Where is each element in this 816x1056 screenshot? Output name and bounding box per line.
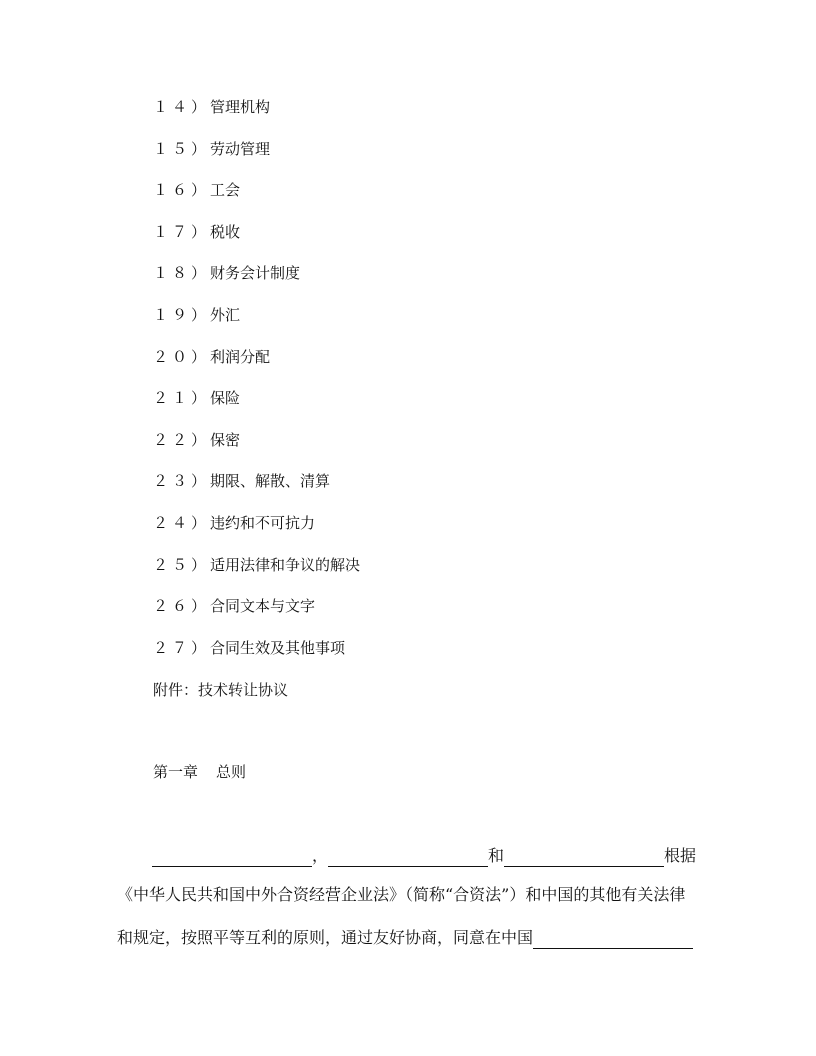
toc-item-number: １５） <box>153 139 211 158</box>
attachment-line: 附件：技术转让协议 <box>153 681 289 699</box>
toc-item <box>153 471 330 491</box>
toc-item <box>153 388 240 408</box>
toc-item-title: 工会 <box>210 181 241 200</box>
toc-item-title: 劳动管理 <box>210 139 271 158</box>
blank-party-2[interactable] <box>328 849 488 867</box>
toc-item-number: １６） <box>153 181 211 200</box>
toc-item-number: ２０） <box>153 347 211 366</box>
toc-item <box>153 596 315 616</box>
basis-word: 根据 <box>664 846 697 865</box>
toc-item-title: 合同文本与文字 <box>210 597 316 616</box>
and-word: 和 <box>488 846 505 865</box>
toc-item-number: ２３） <box>153 472 211 491</box>
toc-item-number: １４） <box>153 98 211 116</box>
chapter-heading <box>153 762 246 782</box>
toc-item-number: ２４） <box>153 514 211 532</box>
toc-item-number: ２５） <box>153 555 211 574</box>
toc-item-title: 违约和不可抗力 <box>210 514 316 532</box>
comma-separator: ， <box>312 846 329 865</box>
paragraph-line-2: 《中华人民共和国中外合资经营企业法》（简称“合资法”）和中国的其他有关法律 <box>117 885 686 904</box>
toc-item <box>153 513 315 533</box>
toc-item <box>153 305 240 325</box>
toc-item <box>153 638 345 658</box>
toc-item-number: ２６） <box>153 597 211 616</box>
toc-item-number: １９） <box>153 306 211 324</box>
toc-item-number: １７） <box>153 222 211 241</box>
paragraph-line-3-text: 和规定，按照平等互利的原则，通过友好协商，同意在中国 <box>117 928 534 947</box>
toc-item-title: 保密 <box>210 430 241 449</box>
toc-item-title: 期限、解散、清算 <box>210 472 331 491</box>
toc-item <box>153 347 270 367</box>
toc-item-title: 适用法律和争议的解决 <box>210 555 361 574</box>
toc-item-title: 管理机构 <box>210 98 271 116</box>
toc-item <box>153 430 240 450</box>
toc-item-title: 保险 <box>210 389 241 408</box>
toc-item-number: ２２） <box>153 430 211 449</box>
paragraph-line-1 <box>152 845 697 867</box>
toc-item-number: ２７） <box>153 638 211 657</box>
paragraph-line-3 <box>117 927 697 949</box>
toc-item-number: ２１） <box>153 389 211 408</box>
blank-party-3[interactable] <box>504 849 664 867</box>
toc-item <box>153 139 270 159</box>
toc-item <box>153 555 360 575</box>
chapter-title: 总则 <box>216 763 247 781</box>
toc-item-title: 外汇 <box>210 306 241 324</box>
toc-item <box>153 180 240 200</box>
toc-item-title: 财务会计制度 <box>210 264 301 283</box>
toc-item <box>153 97 270 117</box>
toc-item <box>153 222 240 242</box>
chapter-label: 第一章 <box>153 763 199 781</box>
toc-item-number: １８） <box>153 264 211 283</box>
blank-location[interactable] <box>533 931 693 949</box>
toc-item-title: 合同生效及其他事项 <box>210 638 346 657</box>
blank-party-1[interactable] <box>152 849 312 867</box>
toc-item-title: 利润分配 <box>210 347 271 366</box>
toc-item <box>153 263 300 283</box>
toc-item-title: 税收 <box>210 222 241 241</box>
